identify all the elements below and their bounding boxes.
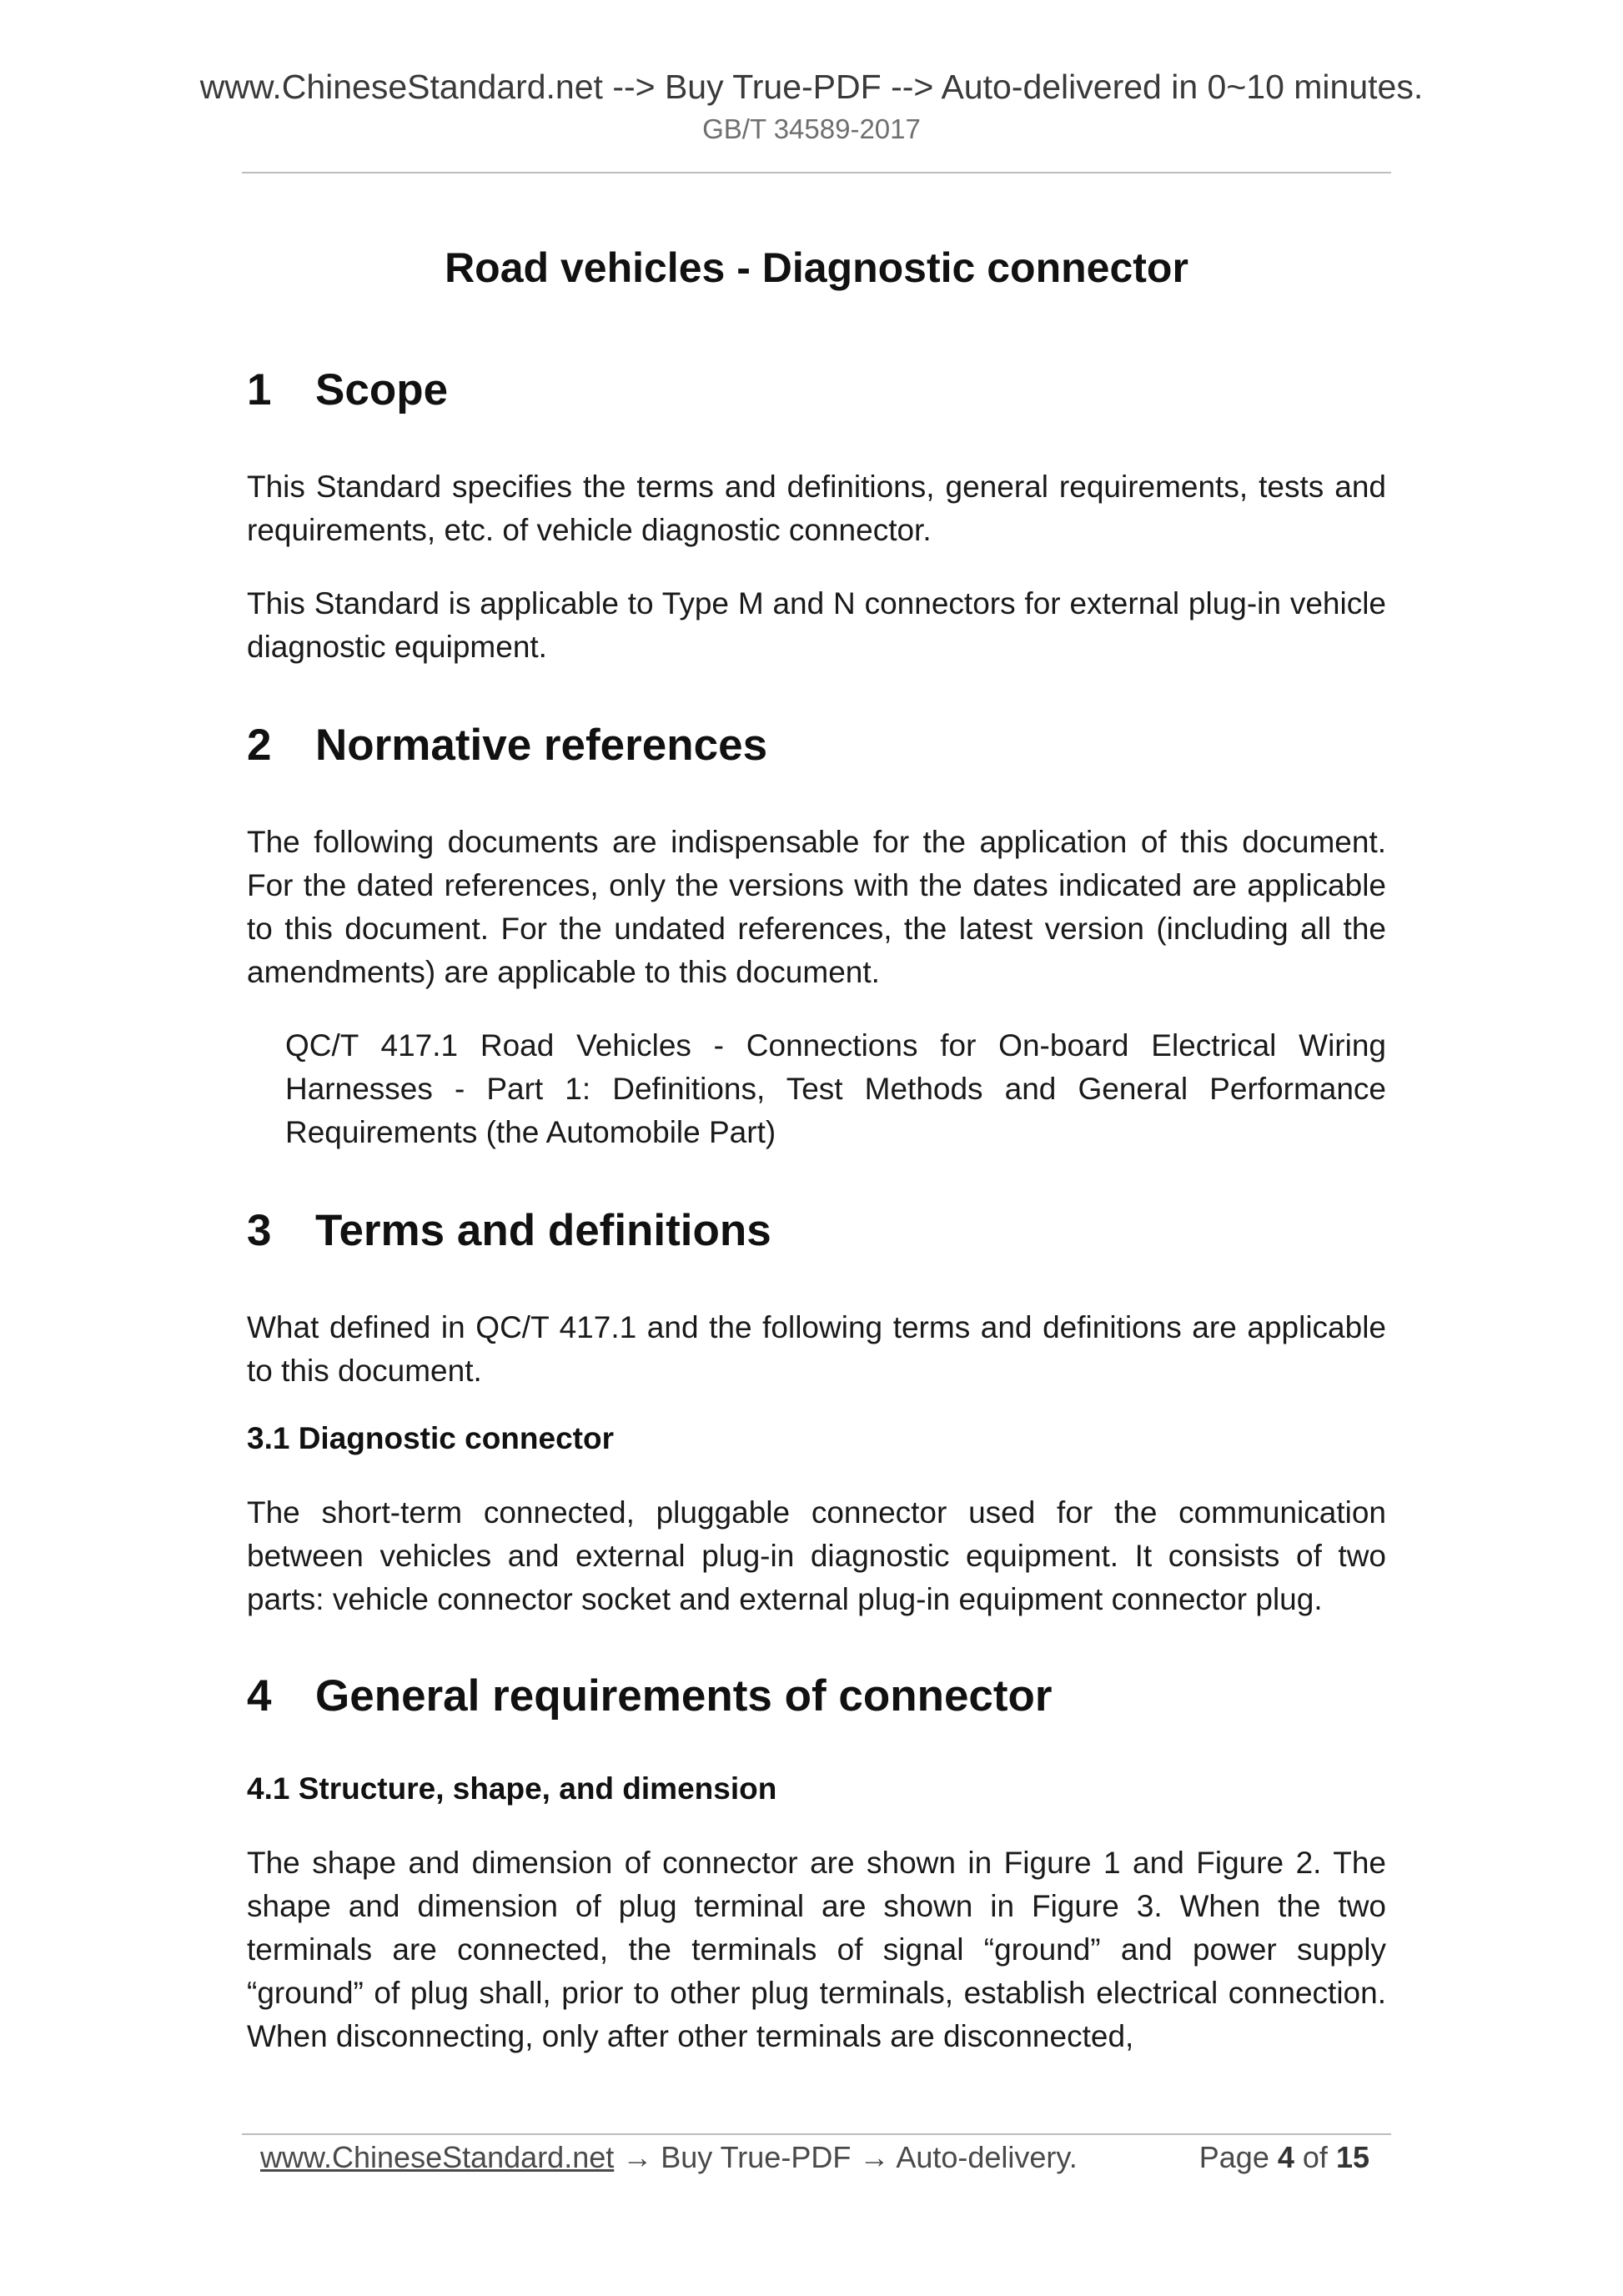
section-number: 1 [247,365,272,414]
footer-tagline: → Buy True-PDF → Auto-delivery. [614,2140,1078,2174]
subsection-heading-diagnostic-connector: 3.1 Diagnostic connector [247,1421,614,1455]
section-heading-terms-and-definitions [247,1204,1386,1258]
paragraph: This Standard specifies the terms and definitions, general requirements, tests and requirements, etc. of vehicle diagnostic connector. [247,470,1386,547]
section-heading-normative-references [247,719,1386,772]
section-number: 3 [247,1206,272,1255]
section-title: Scope [315,365,449,414]
standard-code: GB/T 34589-2017 [702,113,921,144]
paragraph: The shape and dimension of connector are shown in Figure 1 and Figure 2. The shape and dimension of plug terminal are shown in Figure 3. When the two terminals are connected, the terminals of signal “ground” and power supply “ground” of plug shall, prior to other plug terminals, establish electrical connection. When disconnecting, only after other terminals are disconnected, [247,1846,1386,2053]
document-body [247,225,1386,2058]
section-title: General requirements of connector [315,1671,1053,1721]
footer-divider [242,2133,1391,2135]
section-title: Terms and definitions [315,1206,771,1255]
page-footer [260,2137,1369,2178]
section-number: 4 [247,1671,272,1721]
paragraph: This Standard is applicable to Type M and N connectors for external plug-in vehicle diagnostic equipment. [247,586,1386,664]
footer-website-link[interactable]: www.ChineseStandard.net [260,2140,615,2174]
paragraph: The following documents are indispensable for the application of this document. For the dated references, only the versions with the dates indicated are applicable to this document. For the undated references, the latest version (including all the amendments) are applicable to this document. [247,825,1386,989]
header-promo-text: www.ChineseStandard.net --> Buy True-PDF --> Auto-delivered in 0~10 minutes. [199,68,1424,106]
reference-entry: QC/T 417.1 Road Vehicles - Connections for On-board Electrical Wiring Harnesses - Part 1: Definitions, Test Methods and General Performance Requirements (the Automobile Part) [285,1028,1386,1149]
page-label: Page [1198,2140,1269,2174]
section-number: 2 [247,721,272,770]
subsection-heading-structure-shape-dimension: 4.1 Structure, shape, and dimension [247,1771,777,1806]
paragraph: What defined in QC/T 417.1 and the following terms and definitions are applicable to this document. [247,1310,1386,1388]
page-current: 4 [1277,2140,1294,2174]
section-heading-general-requirements [247,1670,1386,1723]
section-heading-scope [247,364,1386,417]
of-label: of [1302,2140,1328,2174]
paragraph: The short-term connected, pluggable connector used for the communication between vehicles and external plug-in diagnostic equipment. It consists of two parts: vehicle connector socket and external plug-in equipment connector plug. [247,1495,1386,1616]
page-total: 15 [1335,2140,1369,2174]
page-header [0,65,1623,148]
section-title: Normative references [315,721,768,770]
document-title: Road vehicles - Diagnostic connector [445,244,1188,291]
page-number [1199,2137,1369,2178]
header-divider [242,172,1391,173]
